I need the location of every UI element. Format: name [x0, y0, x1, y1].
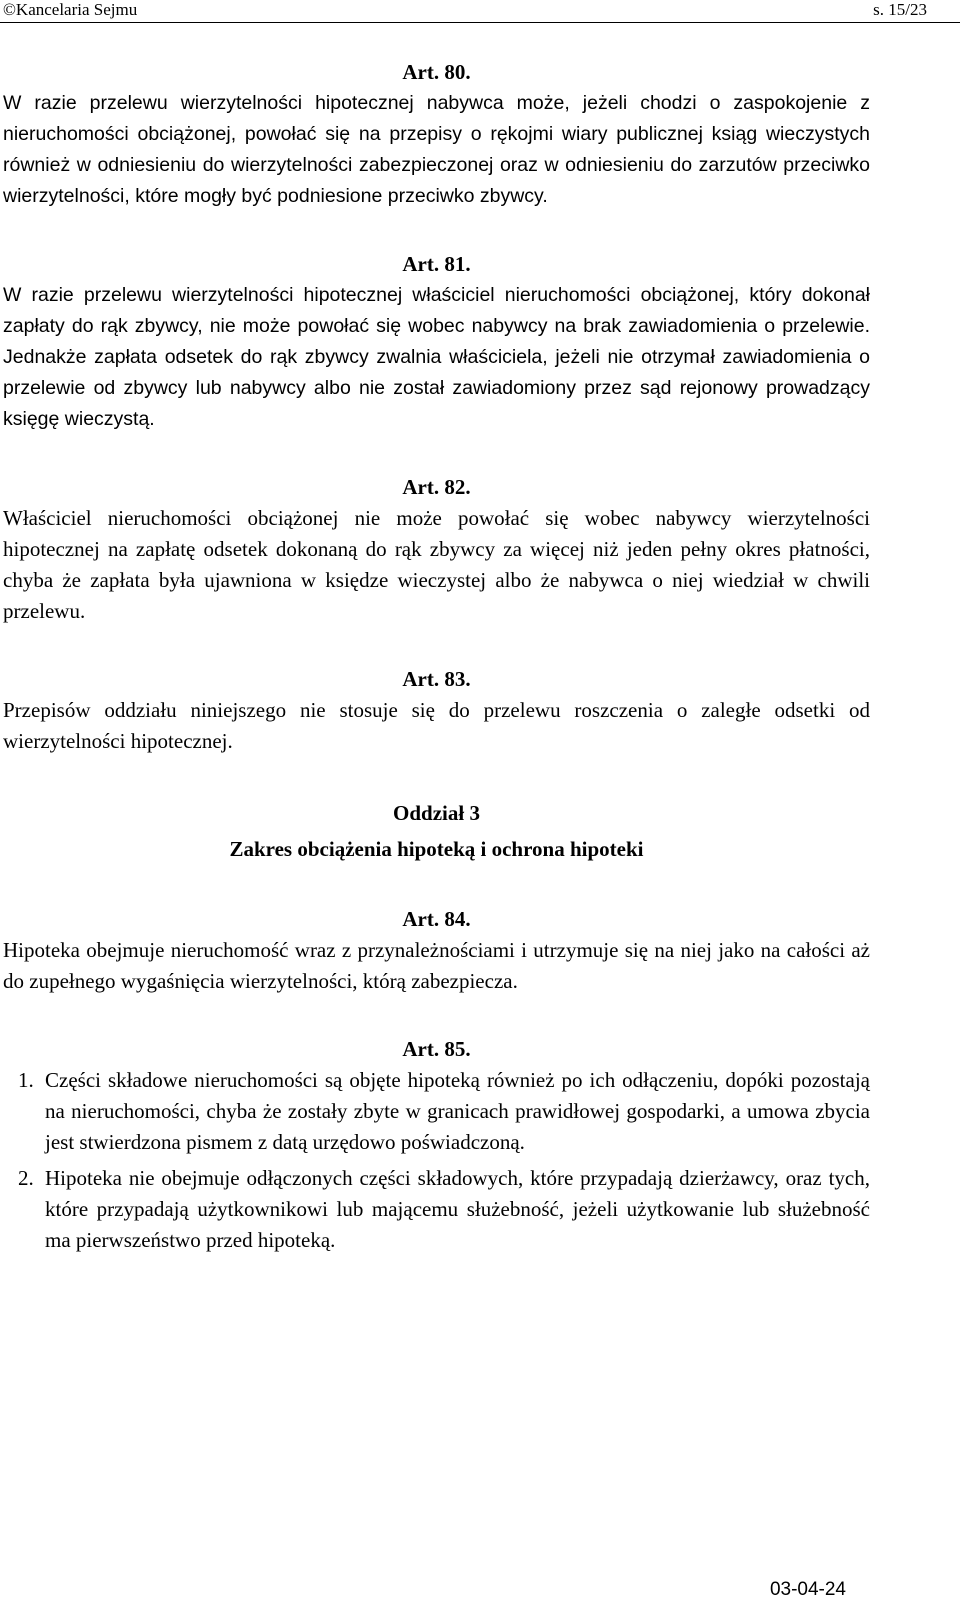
article-81	[3, 250, 870, 435]
article-text: W razie przelewu wierzytelności hipotecznej właściciel nieruchomości obciążonej, który dokonał zapłaty do rąk zbywcy, nie może powołać się wobec nabywcy na brak zawiadomienia o przelewie. Jednakże zapłata odsetek do rąk zbywcy zwalnia właściciela, jeżeli nie otrzymał zawiadomienia o przelewie od zbywcy lub nabywcy albo nie został zawiadomiony przez sąd rejonowy prowadzący księgę wieczystą.	[3, 284, 870, 430]
article-82	[3, 473, 870, 627]
page-number: s. 15/23	[873, 0, 927, 19]
article-title: Art. 82.	[402, 475, 471, 499]
page-header	[0, 0, 960, 23]
list-item	[3, 1065, 870, 1158]
item-text: Hipoteka nie obejmuje odłączonych części składowych, które przypadają dzierżawcy, oraz tych, które przypadają użytkownikowi lub mającemu służebność, jeżeli użytkowanie lub służebność ma pierwszeństwo przed hipoteką.	[45, 1166, 870, 1252]
document-body	[3, 58, 870, 1261]
article-title: Art. 83.	[402, 667, 471, 691]
article-title: Art. 84.	[402, 907, 471, 931]
article-title: Art. 80.	[402, 60, 471, 84]
article-title: Art. 85.	[402, 1037, 471, 1061]
document-date: 03-04-24	[769, 1579, 846, 1600]
section-heading	[3, 795, 870, 867]
article-text: Przepisów oddziału niniejszego nie stosuje się do przelewu roszczenia o zaległe odsetki od wierzytelności hipotecznej.	[3, 698, 870, 753]
item-text: Części składowe nieruchomości są objęte hipoteką również po ich odłączeniu, dopóki pozostają na nieruchomości, chyba że zostały zbyte w granicach prawidłowej gospodarki, a umowa zbycia jest stwierdzona pismem z datą urzędowo poświadczoną.	[45, 1068, 870, 1154]
article-text: Właściciel nieruchomości obciążonej nie może powołać się wobec nabywcy wierzytelności hipotecznej na zapłatę odsetek dokonaną do rąk zbywcy za więcej niż jeden pełny okres płatności, chyba że zapłata była ujawniona w księdze wieczystej albo że nabywca o niej wiedział w chwili przelewu.	[3, 506, 870, 623]
item-number: 2.	[18, 1166, 34, 1190]
article-85	[3, 1035, 870, 1256]
article-title: Art. 81.	[402, 252, 471, 276]
article-text: Hipoteka obejmuje nieruchomość wraz z przynależnościami i utrzymuje się na niej jako na całości aż do zupełnego wygaśnięcia wierzytelności, którą zabezpiecza.	[3, 938, 870, 993]
article-84	[3, 905, 870, 997]
article-83	[3, 665, 870, 757]
article-text: W razie przelewu wierzytelności hipotecznej nabywca może, jeżeli chodzi o zaspokojenie z nieruchomości obciążonej, powołać się na przepisy o rękojmi wiary publicznej ksiąg wieczystych również w odniesieniu do wierzytelności zabezpieczonej oraz w odniesieniu do zarzutów przeciwko wierzytelności, które mogły być podniesione przeciwko zbywcy.	[3, 92, 870, 207]
item-number: 1.	[18, 1068, 34, 1092]
list-item	[3, 1163, 870, 1256]
section-title: Zakres obciążenia hipoteką i ochrona hipoteki	[229, 837, 644, 861]
article-80	[3, 58, 870, 212]
section-number: Oddział 3	[393, 801, 480, 825]
copyright-text: ©Kancelaria Sejmu	[3, 0, 138, 19]
numbered-list	[3, 1065, 870, 1256]
